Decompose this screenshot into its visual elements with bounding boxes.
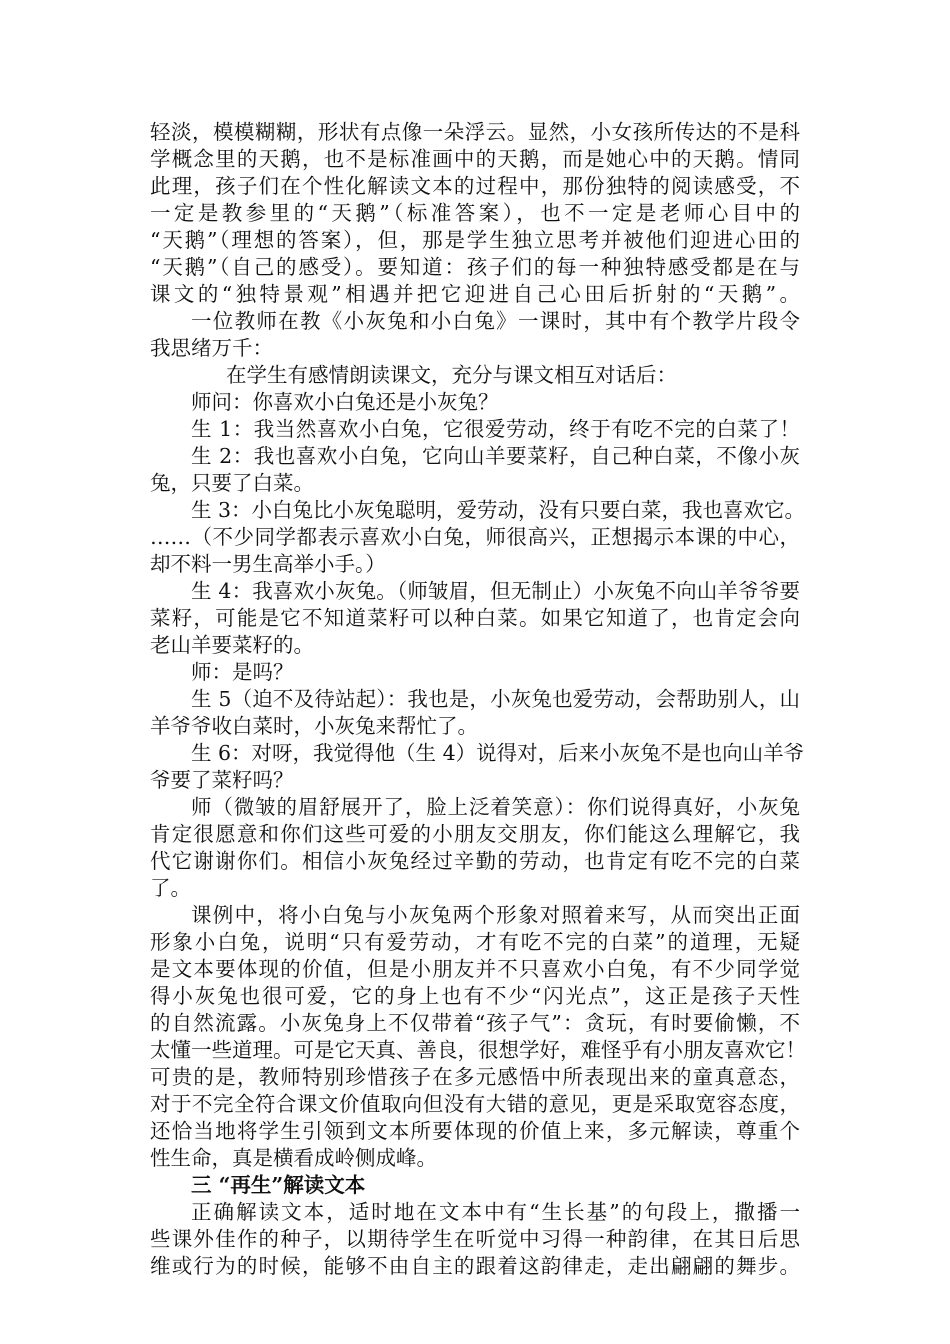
text-line: 课文的“独特景观”相遇并把它迎进自己心田后折射的“天鹅”。 — [150, 282, 800, 306]
text-line: 生 6：对呀，我觉得他（生 4）说得对，后来小灰兔不是也向山羊爷 — [191, 741, 805, 765]
text-line: 生 1：我当然喜欢小白兔，它很爱劳动，终于有吃不完的白菜了！ — [191, 417, 800, 441]
text-line: 师（微皱的眉舒展开了，脸上泛着笑意）：你们说得真好，小灰兔 — [191, 795, 800, 819]
text-line: 老山羊要菜籽的。 — [150, 633, 314, 657]
text-line: “天鹅”（理想的答案），但，那是学生独立思考并被他们迎进心田的 — [150, 228, 800, 252]
text-line: 学概念里的天鹅，也不是标准画中的天鹅，而是她心中的天鹅。情同 — [150, 147, 800, 171]
text-line: 正确解读文本，适时地在文本中有“生长基”的句段上，撒播一 — [191, 1200, 800, 1224]
text-line: 师问：你喜欢小白兔还是小灰兔？ — [191, 390, 499, 414]
text-line: 生 2：我也喜欢小白兔，它向山羊要菜籽，自己种白菜，不像小灰 — [191, 444, 800, 468]
text-line: 性生命，真是横看成岭侧成峰。 — [150, 1146, 437, 1170]
text-line: 却不料一男生高举小手。） — [150, 552, 386, 576]
text-line: 形象小白兔，说明“只有爱劳动，才有吃不完的白菜”的道理，无疑 — [150, 930, 800, 954]
text-line: ……（不少同学都表示喜欢小白兔，师很高兴，正想揭示本课的中心， — [150, 525, 800, 549]
text-line: 轻淡，模模糊糊，形状有点像一朵浮云。显然，小女孩所传达的不是科 — [150, 120, 800, 144]
text-line: 维或行为的时候，能够不由自主的跟着这韵律走，走出翩翩的舞步。 — [150, 1254, 800, 1278]
text-line: 可贵的是，教师特别珍惜孩子在多元感悟中所表现出来的童真意态， — [150, 1065, 800, 1089]
text-line: 的自然流露。小灰兔身上不仅带着“孩子气”：贪玩，有时要偷懒，不 — [150, 1011, 800, 1035]
text-line: 还恰当地将学生引领到文本所要体现的价值上来，多元解读，尊重个 — [150, 1119, 800, 1143]
text-line: 在学生有感情朗读课文，充分与课文相互对话后： — [226, 363, 677, 387]
text-line: 此理，孩子们在个性化解读文本的过程中，那份独特的阅读感受，不 — [150, 174, 800, 198]
document-page — [150, 119, 806, 1280]
text-line: 些课外佳作的种子，以期待学生在听觉中习得一种韵律，在其日后思 — [150, 1227, 800, 1251]
text-line: 肯定很愿意和你们这些可爱的小朋友交朋友，你们能这么理解它，我 — [150, 822, 800, 846]
text-line: 菜籽，可能是它不知道菜籽可以种白菜。如果它知道了，也肯定会向 — [150, 606, 800, 630]
text-line: 生 3：小白兔比小灰兔聪明，爱劳动，没有只要白菜，我也喜欢它。 — [191, 498, 806, 522]
text-line: 对于不完全符合课文价值取向但没有大错的意见，更是采取宽容态度， — [150, 1092, 800, 1116]
text-line: 得小灰兔也很可爱，它的身上也有不少“闪光点”，这正是孩子天性 — [150, 984, 800, 1008]
text-line: 太懂一些道理。可是它天真、善良，很想学好，难怪乎有小朋友喜欢它！ — [150, 1038, 806, 1062]
text-line: 兔，只要了白菜。 — [150, 471, 314, 495]
text-line: 羊爷爷收白菜时，小灰兔来帮忙了。 — [150, 714, 478, 738]
text-line: 课例中，将小白兔与小灰兔两个形象对照着来写，从而突出正面 — [191, 903, 800, 927]
text-line: 生 5（迫不及待站起）：我也是，小灰兔也爱劳动，会帮助别人，山 — [191, 687, 800, 711]
text-line: 是文本要体现的价值，但是小朋友并不只喜欢小白兔，有不少同学觉 — [150, 957, 800, 981]
section-heading: 三 “再生”解读文本 — [191, 1173, 366, 1197]
text-line: 我思绪万千： — [150, 336, 273, 360]
text-line: 了。 — [150, 876, 191, 900]
text-line: 代它谢谢你们。相信小灰兔经过辛勤的劳动，也肯定有吃不完的白菜 — [150, 849, 800, 873]
text-line: 爷要了菜籽吗？ — [150, 768, 294, 792]
text-line: “天鹅”（自己的感受）。要知道：孩子们的每一种独特感受都是在与 — [150, 255, 800, 279]
text-line: 师：是吗？ — [191, 660, 294, 684]
text-line: 生 4：我喜欢小灰兔。（师皱眉，但无制止）小灰兔不向山羊爷爷要 — [191, 579, 800, 603]
text-line: 一位教师在教《小灰兔和小白兔》一课时，其中有个教学片段令 — [191, 309, 800, 333]
text-line: 一定是教参里的“天鹅”（标准答案），也不一定是老师心目中的 — [150, 201, 800, 225]
